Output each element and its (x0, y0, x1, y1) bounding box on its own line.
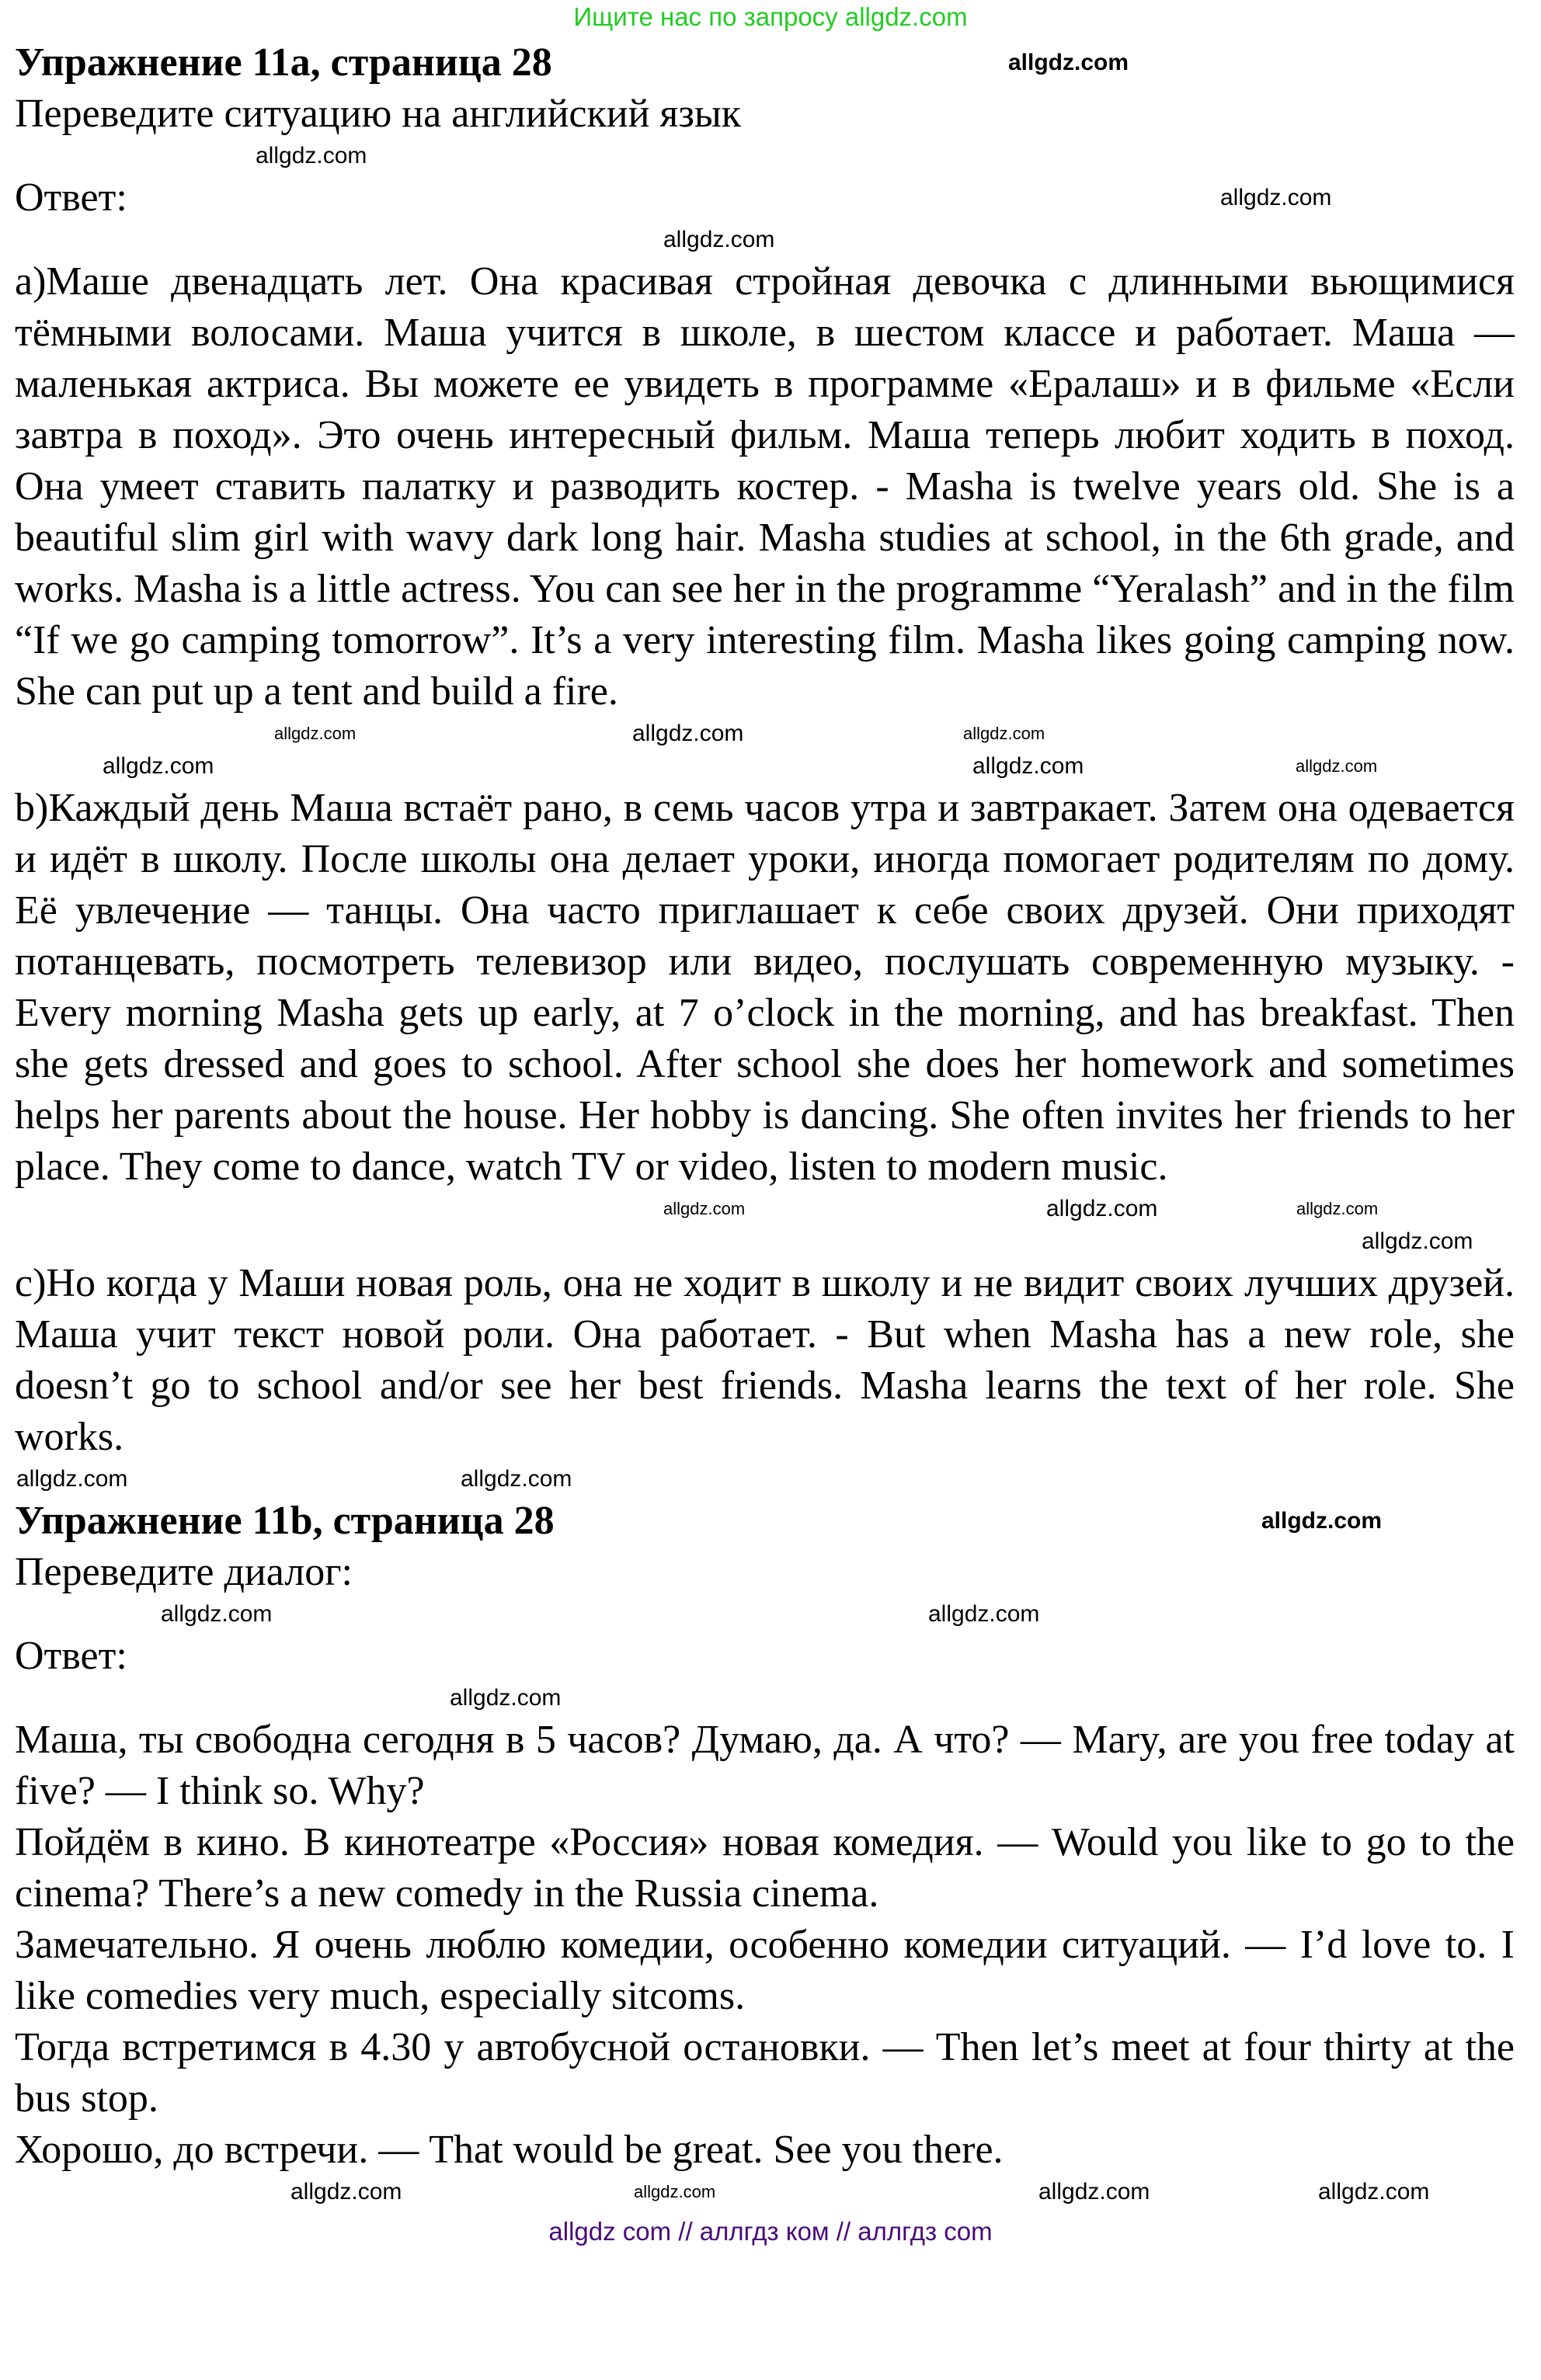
watermark: allgdz.com (16, 1466, 128, 1492)
page-content (0, 37, 1515, 2208)
exercise-b-title-row (15, 1496, 1515, 1547)
exercise-a-title-row (15, 37, 1515, 89)
watermark: allgdz.com (274, 724, 357, 743)
watermark: allgdz.com (1046, 1196, 1158, 1221)
watermark: allgdz.com (1038, 2179, 1150, 2205)
dialogue-line: Хорошо, до встречи. — That would be great. See you there. (15, 2128, 1004, 2172)
exercise-a-title: Упражнение 11a, страница 28 (15, 40, 552, 85)
watermark: allgdz.com (634, 2182, 716, 2201)
dialogue-line: Пойдём в кино. В кинотеатре «Россия» новая комедия. — Would you like to go to the cinema? There’s a new comedy in the Russia cinema. (15, 1820, 1515, 1916)
exercise-a-answer-label: Ответ: (15, 175, 127, 220)
watermark: allgdz.com (1261, 1508, 1383, 1534)
exercise-b-title: Упражнение 11b, страница 28 (15, 1499, 555, 1543)
watermark: allgdz.com (1296, 1199, 1379, 1218)
watermark: allgdz.com (663, 1199, 746, 1218)
watermark: allgdz.com (461, 1466, 572, 1492)
watermark: allgdz.com (928, 1601, 1040, 1627)
exercise-b-answer-label: Ответ: (15, 1634, 127, 1678)
exercise-a-answer-row (15, 172, 1515, 224)
watermark: allgdz.com (632, 721, 744, 746)
watermark: allgdz.com (1296, 756, 1378, 776)
exercise-b-task: Переведите диалог: (15, 1550, 353, 1594)
answer-paragraph-a: а)Маше двенадцать лет. Она красивая стройная девочка с длинными вьющимися тёмными волосами. Маша учится в школе, в шестом классе и работает. Маша — маленькая актриса. Вы можете ее увидеть в программе «Ералаш» и в фильме «Если завтра в поход». Это очень интересный фильм. Маша теперь любит ходить в поход. Она умеет ставить палатку и разводить костер. - Masha is twelve years old. She is a beautiful slim girl with wavy dark long hair. Masha studies at school, in the 6th grade, and works. Masha is a little actress. You can see her in the programme “Yeralash” and in the film “If we go camping tomorrow”. It’s a very interesting film. Masha likes going camping now. She can put up a tent and build a fire. (15, 259, 1515, 714)
exercise-a-task: Переведите ситуацию на английский язык (15, 92, 742, 136)
watermark: allgdz.com (256, 143, 367, 169)
watermark: allgdz.com (972, 753, 1084, 779)
top-banner: Ищите нас по запросу allgdz.com (573, 2, 968, 31)
dialogue-line: Тогда встретимся в 4.30 у автобусной остановки. — Then let’s meet at four thirty at the bus stop. (15, 2025, 1515, 2121)
watermark: allgdz.com (1008, 50, 1129, 75)
dialogue-line: Замечательно. Я очень люблю комедии, особенно комедии ситуаций. — I’d love to. I like comedies very much, especially sitcoms. (15, 1923, 1515, 2018)
watermark: allgdz.com (1318, 2179, 1430, 2205)
answer-paragraph-c: c)Но когда у Маши новая роль, она не ходит в школу и не видит своих лучших друзей. Маша учит текст новой роли. Она работает. - But when Masha has a new role, she doesn’t go to school and/or see her best friends. Masha learns the text of her role. She works. (15, 1261, 1515, 1459)
watermark: allgdz.com (290, 2179, 402, 2205)
dialogue-line: Маша, ты свободна сегодня в 5 часов? Думаю, да. А что? — Mary, are you free today at five? — I think so. Why? (15, 1718, 1515, 1813)
watermark: allgdz.com (1220, 185, 1332, 210)
watermark: allgdz.com (103, 753, 214, 779)
watermark: allgdz.com (663, 227, 775, 252)
bottom-banner: allgdz com // аллгдз ком // аллгдз com (548, 2217, 993, 2246)
watermark: allgdz.com (963, 724, 1045, 743)
answer-paragraph-b: b)Каждый день Маша встаёт рано, в семь часов утра и завтракает. Затем она одевается и идёт в школу. После школы она делает уроки, иногда помогает родителям по дому. Её увлечение — танцы. Она часто приглашает к себе своих друзей. Они приходят потанцевать, посмотреть телевизор или видео, послушать современную музыку. - Every morning Masha gets up early, at 7 o’clock in the morning, and has breakfast. Then she gets dressed and goes to school. After school she does her homework and sometimes helps her parents about the house. Her hobby is dancing. She often invites her friends to her place. They come to dance, watch TV or video, listen to modern music. (15, 786, 1515, 1189)
watermark: allgdz.com (450, 1685, 562, 1711)
watermark: allgdz.com (161, 1601, 273, 1627)
dialogue (15, 1715, 1515, 2176)
watermark: allgdz.com (1362, 1228, 1473, 1254)
